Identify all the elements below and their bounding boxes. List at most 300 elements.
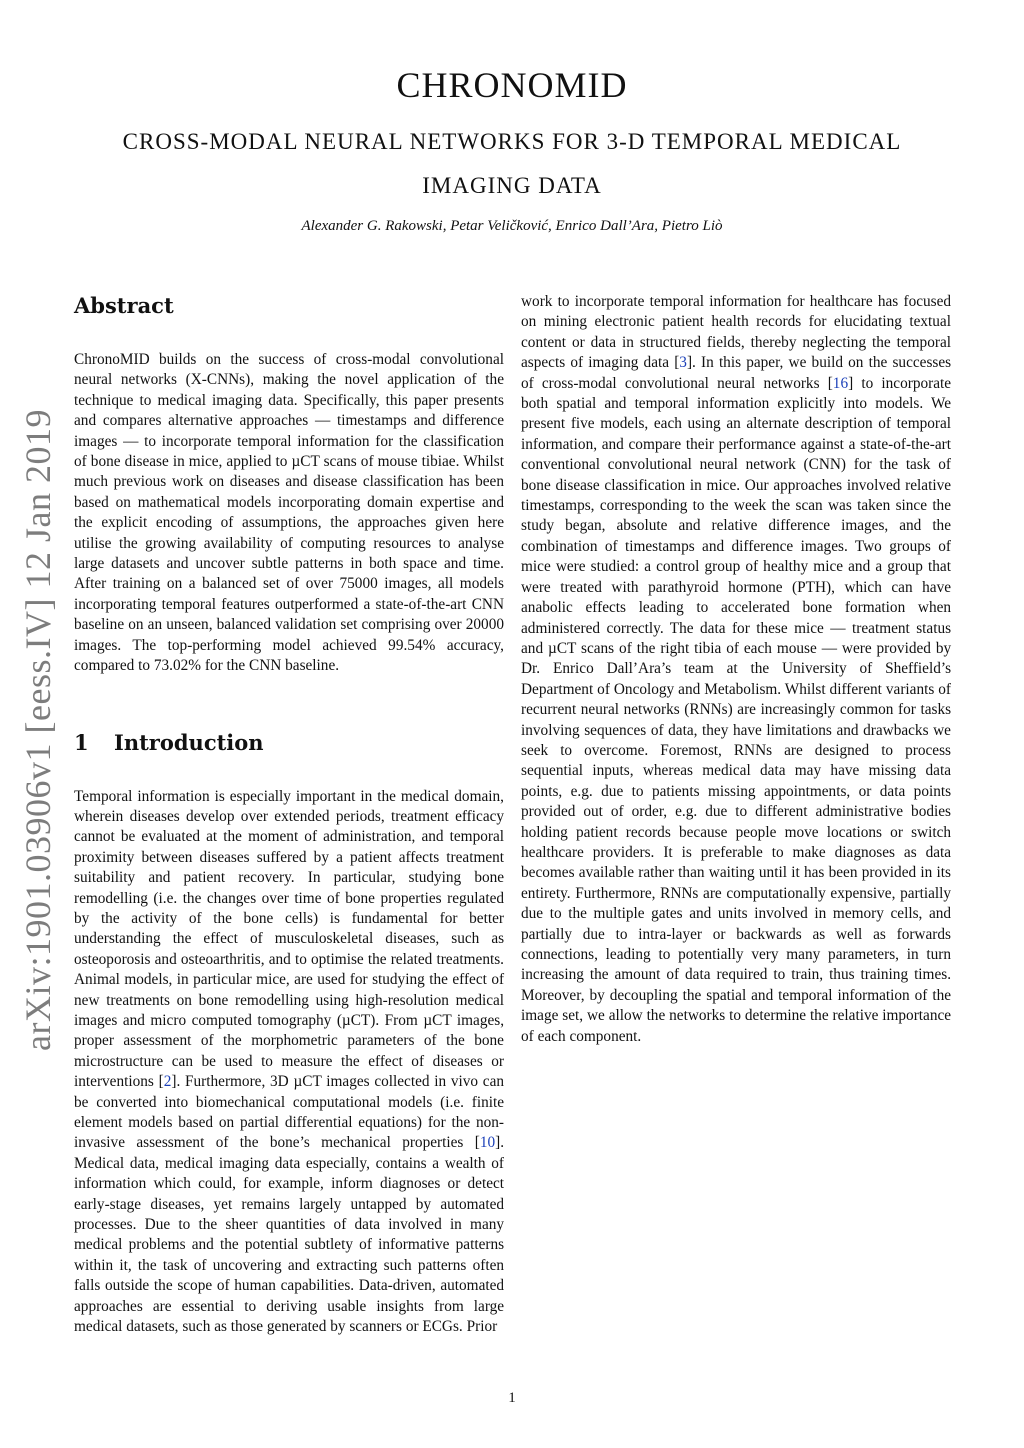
word xyxy=(191,930,203,947)
word: Data-driven, xyxy=(358,1277,436,1295)
word: and xyxy=(751,986,774,1004)
word: bone xyxy=(345,889,375,907)
word: or xyxy=(890,823,903,841)
word: into xyxy=(164,1093,189,1111)
word: information xyxy=(697,395,770,413)
word: of xyxy=(333,1216,347,1234)
word xyxy=(273,910,285,927)
word: of xyxy=(188,909,202,927)
word: Two xyxy=(854,537,882,555)
word: in xyxy=(176,971,189,989)
word: medical xyxy=(74,1318,123,1336)
word xyxy=(903,803,911,820)
word: diseases xyxy=(199,848,250,866)
word: for xyxy=(853,456,872,474)
word: tibia xyxy=(694,639,722,657)
word xyxy=(463,1134,474,1151)
word: on xyxy=(521,313,537,331)
word: medical xyxy=(702,762,751,780)
word xyxy=(628,926,639,943)
word: patterns xyxy=(417,1256,467,1274)
word xyxy=(671,824,679,841)
word: due xyxy=(705,803,728,821)
word: on xyxy=(176,991,192,1009)
word: involved xyxy=(846,476,901,494)
word: ECGs. xyxy=(422,1318,463,1336)
word: different xyxy=(755,803,808,821)
word: networks xyxy=(669,1007,726,1025)
word: move xyxy=(784,823,819,841)
word: neglecting xyxy=(802,333,867,351)
word: interventions xyxy=(74,1073,154,1091)
word: difference xyxy=(768,517,831,535)
word: are xyxy=(737,701,756,719)
word: effect xyxy=(452,971,487,989)
word: is xyxy=(214,787,225,805)
word: or xyxy=(712,925,726,943)
word: µCT xyxy=(423,1011,452,1029)
word: a xyxy=(875,558,883,576)
word xyxy=(534,375,542,392)
word xyxy=(826,313,833,330)
word: contains xyxy=(375,1154,427,1172)
word: neural xyxy=(699,456,738,474)
word xyxy=(465,1032,474,1049)
word: data, xyxy=(668,721,698,739)
word: changes xyxy=(206,889,257,907)
word xyxy=(871,783,879,800)
word: — xyxy=(830,619,846,637)
word xyxy=(905,783,913,800)
word xyxy=(295,869,308,886)
word: over xyxy=(261,889,289,907)
word: microstructure xyxy=(74,1052,164,1070)
word xyxy=(163,1053,172,1070)
word: appointments, xyxy=(763,782,851,800)
word: e.g. xyxy=(570,782,593,800)
word: group xyxy=(887,558,923,576)
word xyxy=(917,844,926,861)
word: by xyxy=(415,1195,432,1213)
word xyxy=(380,1216,388,1233)
word: or xyxy=(571,333,585,351)
word: bone xyxy=(521,476,551,494)
word: images xyxy=(74,1011,118,1029)
word: diagnoses xyxy=(834,843,895,861)
word xyxy=(366,1298,376,1315)
word: right xyxy=(660,639,690,657)
word xyxy=(338,1032,347,1049)
word: relative xyxy=(905,476,952,494)
word: (µCT). xyxy=(336,1011,380,1029)
word xyxy=(714,660,727,677)
word: RNNs xyxy=(660,884,699,902)
citation-link[interactable]: 10 xyxy=(479,1134,496,1152)
word: units xyxy=(717,905,748,923)
word: to xyxy=(615,925,628,943)
word: finite xyxy=(471,1093,505,1111)
word xyxy=(572,742,584,759)
word xyxy=(562,783,570,800)
word: of xyxy=(521,1027,534,1045)
word: as xyxy=(491,930,505,948)
word: five xyxy=(570,415,595,433)
word: tasks xyxy=(920,701,952,719)
word: models xyxy=(128,1114,173,1131)
word: of xyxy=(914,986,928,1004)
word xyxy=(747,803,755,820)
word: state-of-the-art xyxy=(860,435,951,453)
word xyxy=(551,579,561,596)
word: temporal xyxy=(778,986,833,1004)
word xyxy=(431,1196,440,1213)
word: component. xyxy=(569,1027,642,1045)
word xyxy=(602,579,612,596)
word: (PTH), xyxy=(792,578,835,596)
word xyxy=(618,824,626,841)
word: optimise xyxy=(311,950,364,968)
word xyxy=(318,910,330,927)
word: available xyxy=(578,864,634,882)
word: computationally xyxy=(726,884,826,902)
word xyxy=(802,926,813,943)
word xyxy=(250,849,257,866)
word xyxy=(898,456,906,473)
word xyxy=(432,1094,440,1111)
word: bone’s xyxy=(269,1134,310,1152)
word: of xyxy=(938,456,951,474)
word: of xyxy=(423,1032,437,1050)
word: to xyxy=(557,293,570,310)
word: increasing xyxy=(521,966,584,984)
word: administration, xyxy=(323,828,416,846)
word: can xyxy=(891,578,913,596)
word xyxy=(568,824,576,841)
word: partially xyxy=(521,925,572,943)
word: medical xyxy=(400,787,450,805)
word: or xyxy=(858,782,872,800)
word: the xyxy=(377,787,396,805)
word xyxy=(617,375,625,392)
word xyxy=(188,1094,196,1111)
word: and xyxy=(848,558,871,576)
word: data xyxy=(879,782,906,800)
word xyxy=(143,1298,153,1315)
word: is xyxy=(681,843,692,861)
word xyxy=(872,660,885,677)
word xyxy=(623,783,631,800)
word: of xyxy=(193,1256,207,1274)
word: week xyxy=(733,497,767,515)
word: task xyxy=(162,1256,188,1274)
word: the xyxy=(646,1007,666,1025)
word: evaluated xyxy=(141,828,201,846)
word: many xyxy=(470,1216,505,1234)
word: well xyxy=(835,925,863,943)
word: and xyxy=(678,517,701,535)
word xyxy=(884,905,891,922)
word: ] xyxy=(848,374,854,392)
word xyxy=(193,1053,202,1070)
word: deriving xyxy=(266,1297,318,1315)
word: waiting xyxy=(708,864,755,882)
word: treatments xyxy=(106,991,170,1009)
word: we xyxy=(933,721,951,739)
word xyxy=(373,1175,380,1192)
word xyxy=(859,762,868,779)
word: and xyxy=(421,828,444,846)
word: data xyxy=(760,762,786,780)
word xyxy=(905,599,918,616)
word: to xyxy=(881,741,894,759)
word: the xyxy=(868,354,888,372)
word: each xyxy=(743,639,772,657)
word: networks xyxy=(763,374,820,392)
word: corresponding xyxy=(599,497,688,515)
word: expensive, xyxy=(830,884,896,902)
word: of xyxy=(491,1154,504,1172)
paper-subtitle: CROSS-MODAL NEURAL NETWORKS FOR 3-D TEMPORAL MEDICAL IMAGING DATA xyxy=(122,129,902,198)
word: relative xyxy=(832,1007,879,1025)
word xyxy=(783,579,793,596)
word xyxy=(776,824,784,841)
word: a xyxy=(432,1154,440,1172)
word xyxy=(594,660,607,677)
word: to xyxy=(178,1216,191,1234)
word: [ xyxy=(674,354,680,372)
word: neural xyxy=(580,701,620,719)
word: switch xyxy=(911,823,952,841)
word: using xyxy=(315,991,349,1009)
word: models, xyxy=(124,971,173,989)
word xyxy=(543,905,550,922)
word xyxy=(307,849,314,866)
word: the xyxy=(589,966,609,984)
word: detect xyxy=(467,1175,505,1193)
word: patient xyxy=(662,313,704,331)
word: fundamental xyxy=(351,909,429,927)
word: wealth xyxy=(444,1154,486,1172)
arxiv-identifier-stamp: arXiv:1901.03906v1 [eess.IV] 12 Jan 2019 xyxy=(18,409,58,1051)
word: µCT xyxy=(293,1073,322,1091)
word: used xyxy=(317,971,346,989)
word: using xyxy=(687,415,721,433)
word: differential xyxy=(284,1114,353,1131)
word: work xyxy=(521,293,553,310)
word: data xyxy=(925,762,951,780)
word: properties xyxy=(402,1134,464,1152)
word xyxy=(536,313,543,330)
word xyxy=(479,930,491,947)
word xyxy=(440,1175,447,1192)
word: recovery. xyxy=(238,869,295,887)
word: temporal xyxy=(649,293,705,310)
word: the xyxy=(932,517,952,535)
citation-link[interactable]: 16 xyxy=(832,374,849,392)
word xyxy=(424,1053,433,1070)
word: administered xyxy=(521,619,601,637)
word xyxy=(228,1134,239,1151)
word: Sheffield’s xyxy=(885,660,952,678)
word: for xyxy=(349,971,368,989)
word: scope xyxy=(177,1277,213,1295)
word: medical xyxy=(455,991,505,1009)
word xyxy=(202,910,214,927)
word: high-resolution xyxy=(355,991,449,1009)
word: Oncology xyxy=(613,680,675,698)
word xyxy=(708,599,721,616)
word xyxy=(626,599,639,616)
word: Our xyxy=(744,476,769,494)
word: bone xyxy=(802,599,833,617)
word: and xyxy=(689,905,712,923)
word: with xyxy=(611,578,639,596)
word: by xyxy=(313,848,329,866)
word: better xyxy=(469,909,504,927)
word: electronic xyxy=(594,313,655,331)
word: or xyxy=(491,1052,504,1070)
word xyxy=(850,783,858,800)
word: involved xyxy=(388,1216,442,1234)
word: the xyxy=(100,909,120,927)
word: healthy xyxy=(763,558,809,576)
word: determine xyxy=(744,1007,807,1025)
word: when xyxy=(917,599,952,617)
word xyxy=(242,1032,251,1049)
word xyxy=(191,1175,198,1192)
word: remodelling xyxy=(74,889,148,907)
word: content xyxy=(521,333,567,351)
word: effect xyxy=(203,930,238,948)
word: set, xyxy=(562,1007,584,1025)
word: holding xyxy=(521,823,568,841)
citation-link[interactable]: 2 xyxy=(163,1073,172,1091)
word: for xyxy=(243,1175,261,1193)
word: records xyxy=(756,313,802,331)
word: diseases, xyxy=(150,1195,205,1213)
word: efficacy xyxy=(455,807,505,825)
word: suitability xyxy=(74,869,136,887)
word: from xyxy=(434,1297,464,1315)
word xyxy=(796,456,804,473)
word: scanners xyxy=(349,1318,402,1336)
word: those xyxy=(230,1318,264,1336)
word: seek xyxy=(521,741,549,759)
word: especially, xyxy=(305,1154,370,1172)
word: processes. xyxy=(74,1216,137,1234)
word: studying xyxy=(408,869,462,887)
word: informative xyxy=(378,1236,450,1254)
word: overcome. xyxy=(584,741,649,759)
word xyxy=(654,844,663,861)
word: an xyxy=(726,415,741,433)
word: temporal xyxy=(449,828,504,846)
word xyxy=(701,517,712,534)
word: can xyxy=(171,1052,193,1070)
word: process xyxy=(905,741,951,759)
word: quantities xyxy=(265,1216,326,1234)
word: partially xyxy=(900,884,952,902)
word: because xyxy=(678,823,728,841)
word: by xyxy=(589,986,605,1004)
word: the xyxy=(223,828,242,846)
word xyxy=(548,742,560,759)
word xyxy=(784,844,793,861)
word: neural xyxy=(717,374,756,392)
word xyxy=(325,1216,333,1233)
word: by xyxy=(935,639,952,657)
word: cross-modal xyxy=(541,374,617,392)
word xyxy=(624,803,632,820)
word xyxy=(808,803,816,820)
word: temporal xyxy=(896,333,951,351)
word xyxy=(756,783,764,800)
word xyxy=(462,1216,470,1233)
word: information xyxy=(709,293,782,310)
page-number: 1 xyxy=(508,1390,516,1406)
word xyxy=(825,926,836,943)
word: diseases, xyxy=(385,930,440,948)
word: correctly. xyxy=(606,619,664,637)
word xyxy=(793,538,800,555)
word: study xyxy=(521,517,555,535)
word xyxy=(862,926,873,943)
word: the xyxy=(809,1007,829,1025)
word xyxy=(114,1032,123,1049)
word: moment xyxy=(248,828,299,846)
word: team xyxy=(684,660,714,678)
word: to xyxy=(735,803,748,821)
word: the xyxy=(446,1032,465,1050)
word: data xyxy=(590,333,617,351)
word: compare xyxy=(628,435,682,453)
word: vivo xyxy=(450,1073,479,1091)
word: — xyxy=(821,639,837,657)
word xyxy=(407,1196,416,1213)
word: to xyxy=(729,1007,742,1025)
word xyxy=(125,1134,136,1151)
word: falls xyxy=(74,1277,101,1295)
word: been xyxy=(828,864,858,882)
word: at xyxy=(726,660,738,678)
word: converted xyxy=(96,1093,157,1111)
word: image xyxy=(521,1007,559,1025)
word: the xyxy=(932,497,952,515)
word: network xyxy=(745,456,796,474)
word: yet xyxy=(213,1195,233,1213)
citation-link[interactable]: 3 xyxy=(679,354,687,372)
word: out xyxy=(583,803,603,821)
word: has xyxy=(877,293,899,310)
word: records xyxy=(625,823,671,841)
word: information, xyxy=(521,435,598,453)
word: are xyxy=(703,884,722,902)
word: element xyxy=(74,1114,123,1131)
word xyxy=(464,1094,472,1111)
word: accelerated xyxy=(721,599,790,617)
word: for xyxy=(786,293,805,310)
word: In xyxy=(701,354,714,372)
word: images. xyxy=(800,537,848,555)
word: gates xyxy=(651,905,683,923)
word xyxy=(391,1134,402,1151)
word: at xyxy=(206,828,218,846)
word: early-stage xyxy=(74,1195,142,1213)
word: very xyxy=(751,946,779,963)
word: timestamps, xyxy=(521,497,595,515)
word xyxy=(340,910,352,927)
word xyxy=(214,1032,223,1049)
